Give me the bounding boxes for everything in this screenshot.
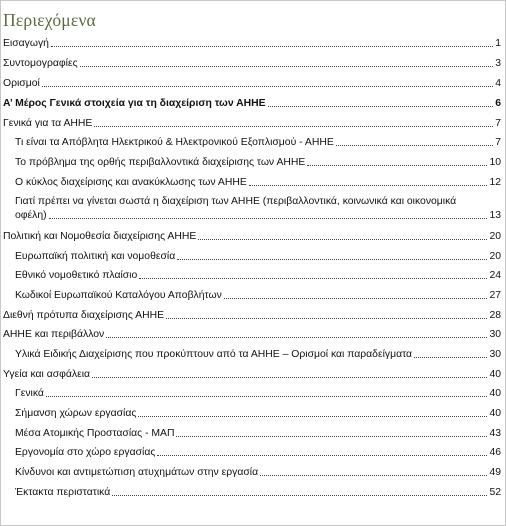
dot-leader: [49, 217, 488, 219]
toc-entry-label: Εργονομία στο χώρο εργασίας: [15, 447, 156, 458]
dot-leader: [46, 395, 488, 397]
toc-entry-page: 52: [489, 487, 501, 498]
toc-entry-page: 30: [489, 349, 501, 360]
toc-entry-page: 40: [489, 408, 501, 419]
toc-entry-label-line2: οφέλη): [15, 210, 47, 221]
dot-leader: [414, 356, 487, 358]
dot-leader: [157, 454, 487, 456]
toc-entry-page: 12: [489, 177, 501, 188]
toc-entry-page: 6: [495, 98, 501, 109]
dot-leader: [176, 435, 487, 437]
dot-leader: [80, 65, 494, 67]
toc-entry-page: 7: [495, 118, 501, 129]
toc-entry-label: ΑΗΗΕ και περιβάλλον: [3, 329, 105, 340]
dot-leader: [268, 105, 494, 107]
toc-entry-page: 30: [489, 329, 501, 340]
toc-entry-label: Συντομογραφίες: [3, 58, 78, 69]
toc-entry-label: Κίνδυνοι και αντιμετώπιση ατυχημάτων στην εργασία: [15, 467, 259, 478]
toc-entry-label: Πολιτική και Νομοθεσία διαχείρισης ΑΗΗΕ: [3, 231, 197, 242]
dot-leader: [177, 258, 487, 260]
toc-entry-label: Α’ Μέρος Γενικά στοιχεία για τη διαχείριση των ΑΗΗΕ: [3, 98, 266, 109]
toc-entry-label-line1: Γιατί πρέπει να γίνεται σωστά η διαχείριση των ΑΗΗΕ (περιβαλλοντικά, κοινωνικά και οικονομικά: [15, 196, 457, 207]
toc-entry-label: Διεθνή πρότυπα διαχείρισης ΑΗΗΕ: [3, 310, 165, 321]
toc-entry-label: Το πρόβλημα της ορθής περιβαλλοντικά διαχείρισης των ΑΗΗΕ: [15, 157, 306, 168]
toc-entry-label: Εθνικό νομοθετικό πλαίσιο: [15, 270, 138, 281]
toc-entry-page: 49: [489, 467, 501, 478]
toc-entry-page: 4: [495, 78, 501, 89]
toc-entry-label: Έκτακτα περιστατικά: [15, 487, 111, 498]
dot-leader: [139, 277, 487, 279]
toc-entry-page: 3: [495, 58, 501, 69]
dot-leader: [260, 474, 487, 476]
dot-leader: [42, 85, 493, 87]
toc-entry-page: 40: [489, 388, 501, 399]
toc-entry-page: 10: [489, 157, 501, 168]
toc-entry-label: Σήμανση χώρων εργασίας: [15, 408, 137, 419]
toc-entry-label: Ορισμοί: [3, 78, 40, 89]
toc-entry-label: Εισαγωγή: [3, 38, 49, 49]
toc-entry-page: 27: [489, 290, 501, 301]
dot-leader: [198, 238, 487, 240]
dot-leader: [307, 164, 487, 166]
toc-entry-page: 1: [495, 38, 501, 49]
toc-entry-label: Υλικά Ειδικής Διαχείρισης που προκύπτουν από τα ΑΗΗΕ – Ορισμοί και παραδείγματα: [15, 349, 413, 360]
dot-leader: [138, 415, 487, 417]
toc-entry-page: 24: [489, 270, 501, 281]
toc-entry-page: 28: [489, 310, 501, 321]
toc-entry-label: Τι είναι τα Απόβλητα Ηλεκτρικού & Ηλεκτρονικού Εξοπλισμού - ΑΗΗΕ: [15, 137, 334, 148]
toc-entry-page: 7: [495, 137, 501, 148]
toc-entry-page: 20: [489, 231, 501, 242]
dot-leader: [336, 144, 493, 146]
dot-leader: [112, 494, 487, 496]
dot-leader: [106, 336, 487, 338]
toc-entry-page: 46: [489, 447, 501, 458]
toc-entry-label: Κωδικοί Ευρωπαϊκού Καταλόγου Αποβλήτων: [15, 290, 222, 301]
toc-entry-label: Μέσα Ατομικής Προστασίας - ΜΑΠ: [15, 428, 175, 439]
dot-leader: [249, 184, 488, 186]
toc-entry-page: 20: [489, 251, 501, 262]
dot-leader: [166, 317, 487, 319]
toc-entry-page: 43: [489, 428, 501, 439]
toc-entry-label: Ο κύκλος διαχείρισης και ανακύκλωσης των ΑΗΗΕ: [15, 177, 247, 188]
dot-leader: [92, 376, 487, 378]
dot-leader: [94, 125, 493, 127]
toc-entry-label: Υγεία και ασφάλεια: [3, 369, 91, 380]
toc-entry-page: 40: [489, 369, 501, 380]
toc-entry-label: Ευρωπαϊκή πολιτική και νομοθεσία: [15, 251, 176, 262]
dot-leader: [51, 45, 493, 47]
toc-title: Περιεχόμενα: [3, 10, 96, 30]
toc-entry-label: Γενικά: [15, 388, 44, 399]
toc-entry-page: 13: [489, 210, 501, 221]
dot-leader: [224, 297, 488, 299]
toc-entry-label: Γενικά για τα ΑΗΗΕ: [3, 118, 93, 129]
